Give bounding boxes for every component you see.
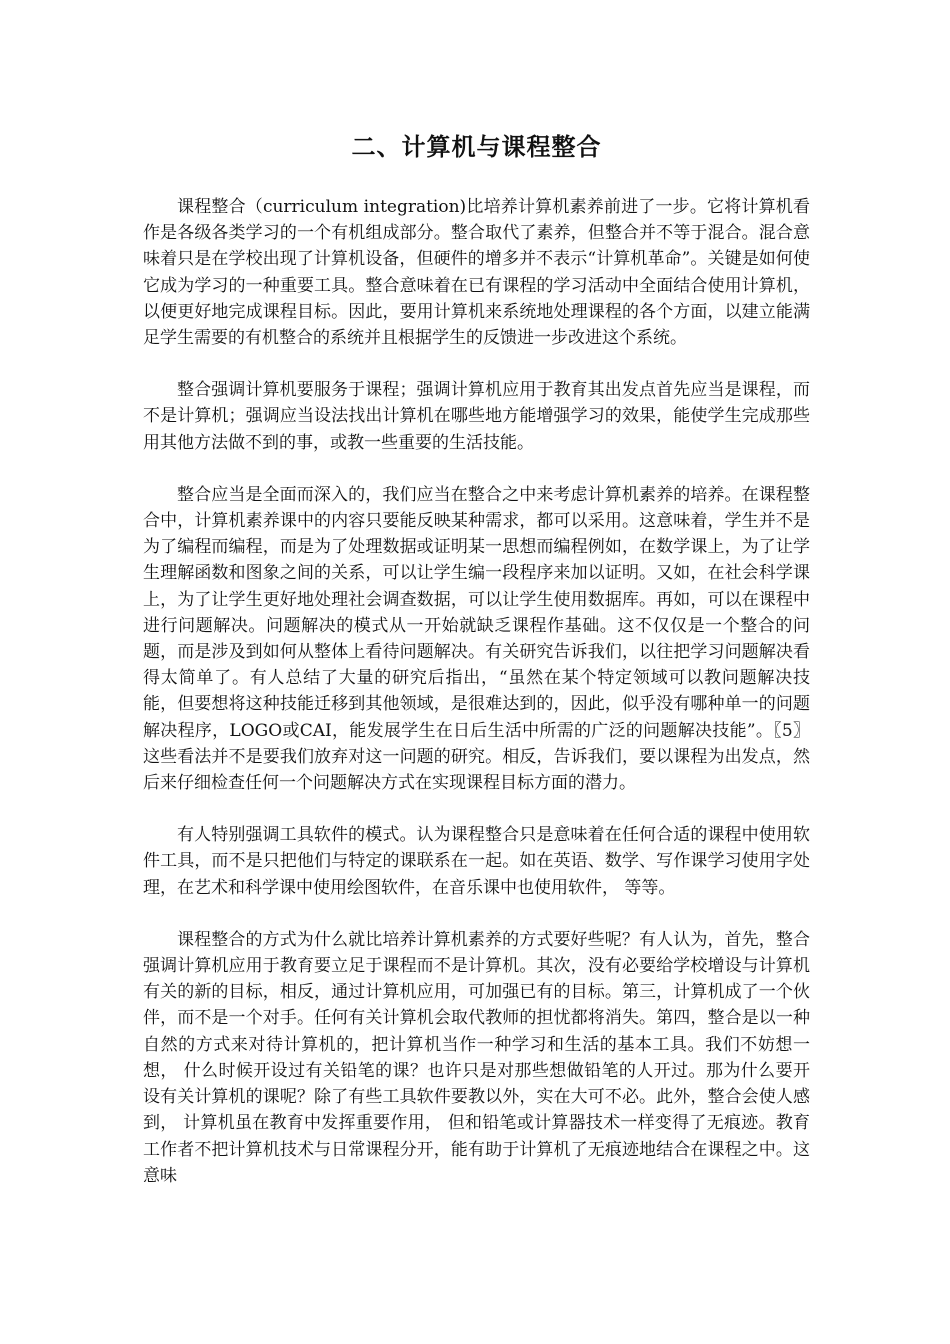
paragraph-1: 课程整合（curriculum integration)比培养计算机素养前进了一步。它将计算机看作是各级各类学习的一个有机组成部分。整合取代了素养，但整合并不等于混合。混合意味着只是在学校出现了计算机设备，但硬件的增多并不表示“计算机革命”。关键是如何使它成为学习的一种重要工具。整合意味着在已有课程的学习活动中全面结合使用计算机，以便更好地完成课程目标。因此，要用计算机来系统地处理课程的各个方面，以建立能满足学生需要的有机整合的系统并且根据学生的反馈进一步改进这个系统。 xyxy=(143,197,810,349)
paragraph-4: 有人特别强调工具软件的模式。认为课程整合只是意味着在任何合适的课程中使用软件工具，而不是只把他们与特定的课联系在一起。如在英语、数学、写作课学习使用字处理，在艺术和科学课中使用绘图软件，在音乐课中也使用软件， 等等。 xyxy=(143,825,810,898)
document-page xyxy=(143,130,810,1215)
paragraph-2: 整合强调计算机要服务于课程；强调计算机应用于教育其出发点首先应当是课程，而不是计算机；强调应当设法找出计算机在哪些地方能增强学习的效果，能使学生完成那些用其他方法做不到的事，或教一些重要的生活技能。 xyxy=(143,380,810,453)
document-title: 二、计算机与课程整合 xyxy=(351,133,602,161)
paragraph-3: 整合应当是全面而深入的，我们应当在整合之中来考虑计算机素养的培养。在课程整合中，计算机素养课中的内容只要能反映某种需求，都可以采用。这意味着，学生并不是为了编程而编程，而是为了处理数据或证明某一思想而编程例如，在数学课上，为了让学生理解函数和图象之间的关系，可以让学生编一段程序来加以证明。又如，在社会科学课上，为了让学生更好地处理社会调查数据，可以让学生使用数据库。再如，可以在课程中进行问题解决。问题解决的模式从一开始就缺乏课程作基础。这不仅仅是一个整合的问题，而是涉及到如何从整体上看待问题解决。有关研究告诉我们，以往把学习问题解决看得太简单了。有人总结了大量的研究后指出，“虽然在某个特定领域可以教问题解决技能，但要想将这种技能迁移到其他领域，是很难达到的，因此，似乎没有哪种单一的问题解决程序，LOGO或CAI，能发展学生在日后生活中所需的广泛的问题解决技能”。〖5〗这些看法并不是要我们放弃对这一问题的研究。相反，告诉我们，要以课程为出发点，然后来仔细检查任何一个问题解决方式在实现课程目标方面的潜力。 xyxy=(143,484,810,794)
paragraph-5: 课程整合的方式为什么就比培养计算机素养的方式要好些呢？有人认为，首先，整合强调计算机应用于教育要立足于课程而不是计算机。其次，没有必要给学校增设与计算机有关的新的目标，相反，通过计算机应用，可加强已有的目标。第三，计算机成了一个伙伴，而不是一个对手。任何有关计算机会取代教师的担忧都将消失。第四，整合是以一种自然的方式来对待计算机的，把计算机当作一种学习和生活的基本工具。我们不妨想一想， 什么时候开设过有关铅笔的课？也许只是对那些想做铅笔的人开过。那为什么要开设有关计算机的课呢？除了有些工具软件要教以外，实在大可不必。此外，整合会使人感到， 计算机虽在教育中发挥重要作用， 但和铅笔或计算器技术一样变得了无痕迹。教育工作者不把计算机技术与日常课程分开，能有助于计算机了无痕迹地结合在课程之中。这意味 xyxy=(143,929,810,1186)
